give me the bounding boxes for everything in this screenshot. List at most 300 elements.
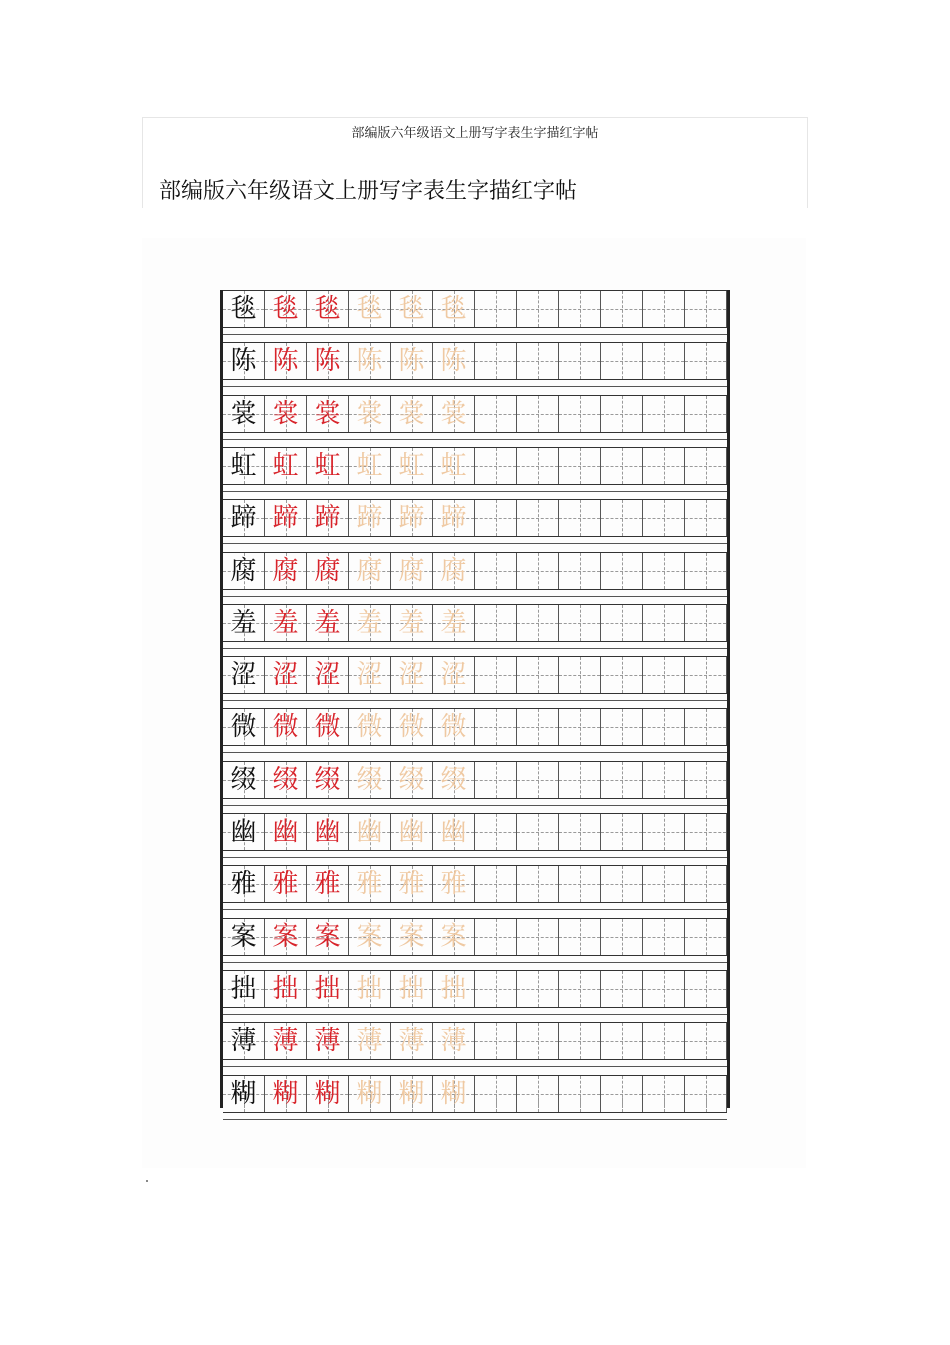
grid-cell[interactable]: [601, 814, 643, 850]
grid-cell[interactable]: [223, 971, 265, 1007]
trace-character: 羞: [272, 608, 299, 638]
grid-cell[interactable]: [475, 762, 517, 798]
grid-cell[interactable]: [223, 1076, 265, 1112]
grid-cell[interactable]: [475, 553, 517, 589]
grid-cell[interactable]: [475, 919, 517, 955]
grid-cell[interactable]: [685, 919, 727, 955]
grid-cell[interactable]: [475, 1023, 517, 1059]
grid-cell[interactable]: [685, 553, 727, 589]
grid-cell[interactable]: [349, 709, 391, 745]
model-character: 微: [230, 712, 257, 742]
grid-tick: [580, 1098, 581, 1108]
trace-character: 糊: [272, 1079, 299, 1109]
trace-character: 案: [356, 922, 383, 952]
grid-cell[interactable]: [307, 291, 349, 327]
grid-cell[interactable]: [643, 762, 685, 798]
practice-row: [223, 447, 727, 485]
grid-cell[interactable]: [601, 605, 643, 641]
grid-cell[interactable]: [643, 657, 685, 693]
grid-cell[interactable]: [601, 919, 643, 955]
model-character: 薄: [230, 1026, 257, 1056]
grid-cell[interactable]: [307, 343, 349, 379]
grid-cell[interactable]: [685, 291, 727, 327]
model-character: 幽: [230, 817, 257, 847]
grid-cell[interactable]: [517, 448, 559, 484]
grid-cell[interactable]: [517, 291, 559, 327]
grid-cell[interactable]: [391, 500, 433, 536]
grid-cell[interactable]: [391, 709, 433, 745]
grid-cell[interactable]: [433, 448, 475, 484]
page-title: 部编版六年级语文上册写字表生字描红字帖: [159, 179, 578, 204]
trace-character: 拙: [272, 974, 299, 1004]
row-gap-line: [223, 962, 727, 963]
grid-cell[interactable]: [349, 919, 391, 955]
model-character: 虹: [230, 451, 257, 481]
trace-character: 雅: [398, 869, 425, 899]
grid-cell[interactable]: [349, 1023, 391, 1059]
grid-cell[interactable]: [349, 814, 391, 850]
grid-cell[interactable]: [559, 605, 601, 641]
row-gap-line: [223, 386, 727, 387]
grid-cell[interactable]: [307, 1076, 349, 1112]
grid-cell[interactable]: [517, 971, 559, 1007]
grid-cell[interactable]: [517, 500, 559, 536]
trace-character: 案: [398, 922, 425, 952]
practice-row: [223, 552, 727, 590]
grid-cell[interactable]: [265, 553, 307, 589]
trace-character: 薄: [356, 1026, 383, 1056]
grid-cell[interactable]: [643, 605, 685, 641]
trace-character: 微: [272, 712, 299, 742]
grid-cell[interactable]: [307, 1023, 349, 1059]
grid-cell[interactable]: [307, 657, 349, 693]
trace-character: 薄: [440, 1026, 467, 1056]
grid-cell[interactable]: [559, 762, 601, 798]
grid-cell[interactable]: [685, 343, 727, 379]
practice-row: [223, 290, 727, 328]
grid-cell[interactable]: [643, 814, 685, 850]
trace-character: 腐: [398, 556, 425, 586]
trace-character: 雅: [356, 869, 383, 899]
grid-cell[interactable]: [601, 396, 643, 432]
grid-cell[interactable]: [517, 762, 559, 798]
grid-cell[interactable]: [391, 343, 433, 379]
grid-cell[interactable]: [265, 396, 307, 432]
grid-cell[interactable]: [307, 396, 349, 432]
trace-character: 雅: [314, 869, 341, 899]
row-gap-line: [223, 543, 727, 544]
grid-cell[interactable]: [265, 814, 307, 850]
trace-character: 毯: [314, 294, 341, 324]
grid-cell[interactable]: [223, 709, 265, 745]
grid-cell[interactable]: [475, 500, 517, 536]
grid-cell[interactable]: [685, 605, 727, 641]
grid-cell[interactable]: [349, 762, 391, 798]
row-gap-line: [223, 439, 727, 440]
trace-character: 涩: [356, 660, 383, 690]
grid-cell[interactable]: [265, 919, 307, 955]
grid-cell[interactable]: [517, 553, 559, 589]
grid-cell[interactable]: [559, 553, 601, 589]
grid-cell[interactable]: [475, 605, 517, 641]
practice-row: [223, 970, 727, 1008]
trace-character: 羞: [356, 608, 383, 638]
grid-cell[interactable]: [643, 866, 685, 902]
trace-character: 糊: [356, 1079, 383, 1109]
grid-cell[interactable]: [475, 291, 517, 327]
grid-cell[interactable]: [307, 605, 349, 641]
grid-cell[interactable]: [475, 814, 517, 850]
grid-cell[interactable]: [349, 605, 391, 641]
grid-cell[interactable]: [223, 919, 265, 955]
grid-cell[interactable]: [223, 553, 265, 589]
grid-cell[interactable]: [307, 553, 349, 589]
model-character: 拙: [230, 974, 257, 1004]
grid-cell[interactable]: [685, 657, 727, 693]
grid-cell[interactable]: [223, 500, 265, 536]
trace-character: 虹: [440, 451, 467, 481]
trace-character: 腐: [356, 556, 383, 586]
grid-cell[interactable]: [643, 448, 685, 484]
grid-cell[interactable]: [433, 396, 475, 432]
model-character: 缀: [230, 765, 257, 795]
grid-cell[interactable]: [685, 866, 727, 902]
trace-character: 羞: [440, 608, 467, 638]
trace-character: 腐: [440, 556, 467, 586]
trace-character: 微: [356, 712, 383, 742]
grid-cell[interactable]: [349, 291, 391, 327]
grid-cell[interactable]: [265, 709, 307, 745]
grid-cell[interactable]: [223, 291, 265, 327]
grid-cell[interactable]: [475, 709, 517, 745]
trace-character: 薄: [398, 1026, 425, 1056]
grid-cell[interactable]: [391, 866, 433, 902]
grid-cell[interactable]: [643, 709, 685, 745]
trace-character: 缀: [356, 765, 383, 795]
grid-cell[interactable]: [559, 657, 601, 693]
grid-cell[interactable]: [685, 448, 727, 484]
grid-cell[interactable]: [475, 971, 517, 1007]
trace-character: 腐: [272, 556, 299, 586]
model-character: 裳: [230, 399, 257, 429]
model-character: 案: [230, 922, 257, 952]
grid-cell[interactable]: [475, 866, 517, 902]
grid-cell[interactable]: [685, 971, 727, 1007]
grid-cell[interactable]: [349, 343, 391, 379]
grid-cell[interactable]: [223, 657, 265, 693]
trace-character: 毯: [272, 294, 299, 324]
trace-character: 微: [314, 712, 341, 742]
grid-cell[interactable]: [391, 814, 433, 850]
grid-cell[interactable]: [433, 971, 475, 1007]
grid-cell[interactable]: [433, 291, 475, 327]
grid-cell[interactable]: [685, 814, 727, 850]
grid-cell[interactable]: [601, 553, 643, 589]
practice-row: [223, 708, 727, 746]
grid-cell[interactable]: [643, 291, 685, 327]
grid-cell[interactable]: [265, 605, 307, 641]
grid-cell[interactable]: [559, 291, 601, 327]
grid-cell[interactable]: [433, 605, 475, 641]
trace-character: 拙: [356, 974, 383, 1004]
grid-cell[interactable]: [643, 343, 685, 379]
row-gap-line: [223, 857, 727, 858]
row-gap-line: [223, 648, 727, 649]
grid-cell[interactable]: [601, 762, 643, 798]
trace-character: 蹄: [356, 503, 383, 533]
model-character: 涩: [230, 660, 257, 690]
grid-cell[interactable]: [685, 709, 727, 745]
grid-cell[interactable]: [433, 709, 475, 745]
row-gap-line: [223, 1066, 727, 1067]
grid-cell[interactable]: [433, 1023, 475, 1059]
trace-character: 缀: [272, 765, 299, 795]
grid-cell[interactable]: [517, 657, 559, 693]
grid-cell[interactable]: [601, 709, 643, 745]
grid-cell[interactable]: [307, 709, 349, 745]
grid-cell[interactable]: [601, 1023, 643, 1059]
grid-cell[interactable]: [601, 971, 643, 1007]
trace-character: 毯: [440, 294, 467, 324]
page-mark: [146, 1180, 148, 1182]
grid-cell[interactable]: [391, 396, 433, 432]
running-header: 部编版六年级语文上册写字表生字描红字帖: [351, 126, 599, 141]
trace-character: 案: [440, 922, 467, 952]
grid-cell[interactable]: [475, 657, 517, 693]
tracing-grid: [220, 290, 730, 1108]
grid-cell[interactable]: [391, 1076, 433, 1112]
row-gap-line: [223, 334, 727, 335]
grid-cell[interactable]: [559, 448, 601, 484]
grid-cell[interactable]: [559, 919, 601, 955]
grid-cell[interactable]: [433, 814, 475, 850]
grid-cell[interactable]: [433, 500, 475, 536]
grid-cell[interactable]: [559, 1023, 601, 1059]
grid-cell[interactable]: [517, 605, 559, 641]
grid-cell[interactable]: [433, 919, 475, 955]
trace-character: 拙: [314, 974, 341, 1004]
practice-row: [223, 499, 727, 537]
grid-cell[interactable]: [391, 448, 433, 484]
trace-character: 裳: [440, 399, 467, 429]
trace-character: 涩: [440, 660, 467, 690]
grid-cell[interactable]: [349, 500, 391, 536]
trace-character: 幽: [398, 817, 425, 847]
trace-character: 毯: [398, 294, 425, 324]
grid-cell[interactable]: [223, 396, 265, 432]
trace-character: 陈: [356, 346, 383, 376]
grid-cell[interactable]: [307, 814, 349, 850]
trace-character: 雅: [440, 869, 467, 899]
trace-character: 涩: [272, 660, 299, 690]
practice-row: [223, 918, 727, 956]
trace-character: 裳: [314, 399, 341, 429]
grid-cell[interactable]: [391, 291, 433, 327]
grid-cell[interactable]: [517, 343, 559, 379]
grid-cell[interactable]: [685, 396, 727, 432]
model-character: 糊: [230, 1079, 257, 1109]
trace-character: 羞: [314, 608, 341, 638]
trace-character: 裳: [356, 399, 383, 429]
grid-cell[interactable]: [265, 291, 307, 327]
grid-cell[interactable]: [517, 814, 559, 850]
grid-cell[interactable]: [391, 1023, 433, 1059]
model-character: 陈: [230, 346, 257, 376]
grid-cell[interactable]: [517, 396, 559, 432]
practice-row: [223, 604, 727, 642]
grid-cell[interactable]: [349, 657, 391, 693]
grid-cell[interactable]: [433, 762, 475, 798]
trace-character: 幽: [272, 817, 299, 847]
model-character: 毯: [230, 294, 257, 324]
practice-row: [223, 865, 727, 903]
grid-cell[interactable]: [349, 553, 391, 589]
grid-cell[interactable]: [643, 1023, 685, 1059]
grid-cell[interactable]: [433, 553, 475, 589]
grid-cell[interactable]: [307, 971, 349, 1007]
trace-character: 缀: [398, 765, 425, 795]
grid-cell[interactable]: [685, 500, 727, 536]
grid-cell[interactable]: [601, 866, 643, 902]
grid-cell[interactable]: [559, 396, 601, 432]
grid-cell[interactable]: [685, 762, 727, 798]
grid-cell[interactable]: [223, 814, 265, 850]
grid-tick: [496, 1098, 497, 1108]
trace-character: 蹄: [440, 503, 467, 533]
grid-cell[interactable]: [265, 343, 307, 379]
grid-cell[interactable]: [475, 396, 517, 432]
grid-cell[interactable]: [307, 500, 349, 536]
trace-character: 涩: [314, 660, 341, 690]
grid-cell[interactable]: [517, 709, 559, 745]
grid-cell[interactable]: [349, 866, 391, 902]
page-frame: [142, 117, 808, 208]
grid-cell[interactable]: [265, 866, 307, 902]
grid-cell[interactable]: [307, 448, 349, 484]
trace-character: 薄: [272, 1026, 299, 1056]
trace-character: 虹: [398, 451, 425, 481]
grid-tick: [622, 1098, 623, 1108]
grid-cell[interactable]: [433, 657, 475, 693]
practice-row: [223, 342, 727, 380]
practice-row: [223, 761, 727, 799]
grid-cell[interactable]: [307, 919, 349, 955]
row-gap-line: [223, 1014, 727, 1015]
trace-character: 糊: [398, 1079, 425, 1109]
grid-cell[interactable]: [559, 866, 601, 902]
grid-cell[interactable]: [391, 971, 433, 1007]
grid-cell[interactable]: [433, 866, 475, 902]
grid-cell[interactable]: [559, 814, 601, 850]
grid-cell[interactable]: [349, 1076, 391, 1112]
trace-character: 微: [440, 712, 467, 742]
grid-cell[interactable]: [265, 1023, 307, 1059]
grid-cell[interactable]: [517, 919, 559, 955]
practice-row: [223, 395, 727, 433]
model-character: 腐: [230, 556, 257, 586]
grid-cell[interactable]: [475, 448, 517, 484]
grid-cell[interactable]: [265, 500, 307, 536]
grid-cell[interactable]: [307, 866, 349, 902]
grid-cell[interactable]: [391, 762, 433, 798]
grid-cell[interactable]: [643, 971, 685, 1007]
trace-character: 蹄: [398, 503, 425, 533]
grid-cell[interactable]: [601, 343, 643, 379]
grid-cell[interactable]: [517, 1023, 559, 1059]
grid-cell[interactable]: [643, 500, 685, 536]
grid-cell[interactable]: [223, 605, 265, 641]
grid-cell[interactable]: [559, 500, 601, 536]
row-gap-line: [223, 752, 727, 753]
grid-cell[interactable]: [391, 605, 433, 641]
grid-cell[interactable]: [559, 971, 601, 1007]
grid-cell[interactable]: [433, 343, 475, 379]
practice-row: [223, 1022, 727, 1060]
grid-tick: [706, 1098, 707, 1108]
practice-row: [223, 813, 727, 851]
grid-cell[interactable]: [391, 657, 433, 693]
trace-character: 裳: [398, 399, 425, 429]
grid-cell[interactable]: [475, 343, 517, 379]
grid-cell[interactable]: [223, 343, 265, 379]
grid-cell[interactable]: [223, 448, 265, 484]
trace-character: 缀: [440, 765, 467, 795]
grid-cell[interactable]: [517, 866, 559, 902]
grid-cell[interactable]: [601, 291, 643, 327]
trace-character: 虹: [356, 451, 383, 481]
grid-cell[interactable]: [601, 500, 643, 536]
grid-cell[interactable]: [265, 762, 307, 798]
grid-cell[interactable]: [265, 1076, 307, 1112]
trace-character: 蹄: [314, 503, 341, 533]
grid-cell[interactable]: [559, 709, 601, 745]
grid-cell[interactable]: [643, 396, 685, 432]
grid-cell[interactable]: [559, 343, 601, 379]
trace-character: 雅: [272, 869, 299, 899]
grid-cell[interactable]: [433, 1076, 475, 1112]
row-gap-line: [223, 909, 727, 910]
grid-cell[interactable]: [601, 657, 643, 693]
grid-cell[interactable]: [223, 1023, 265, 1059]
model-character: 雅: [230, 869, 257, 899]
trace-character: 裳: [272, 399, 299, 429]
grid-cell[interactable]: [391, 919, 433, 955]
grid-cell[interactable]: [223, 866, 265, 902]
row-gap-line: [223, 491, 727, 492]
grid-cell[interactable]: [685, 1023, 727, 1059]
grid-cell[interactable]: [349, 448, 391, 484]
grid-cell[interactable]: [643, 919, 685, 955]
row-gap-line: [223, 1119, 727, 1120]
grid-cell[interactable]: [223, 762, 265, 798]
grid-cell[interactable]: [265, 657, 307, 693]
trace-character: 幽: [356, 817, 383, 847]
row-gap-line: [223, 805, 727, 806]
grid-cell[interactable]: [391, 553, 433, 589]
model-character: 羞: [230, 608, 257, 638]
trace-character: 微: [398, 712, 425, 742]
grid-cell[interactable]: [349, 971, 391, 1007]
grid-cell[interactable]: [643, 553, 685, 589]
grid-tick: [664, 1098, 665, 1108]
trace-character: 陈: [440, 346, 467, 376]
grid-cell[interactable]: [349, 396, 391, 432]
grid-cell[interactable]: [307, 762, 349, 798]
grid-cell[interactable]: [601, 448, 643, 484]
trace-character: 薄: [314, 1026, 341, 1056]
grid-cell[interactable]: [265, 448, 307, 484]
grid-cell[interactable]: [265, 971, 307, 1007]
